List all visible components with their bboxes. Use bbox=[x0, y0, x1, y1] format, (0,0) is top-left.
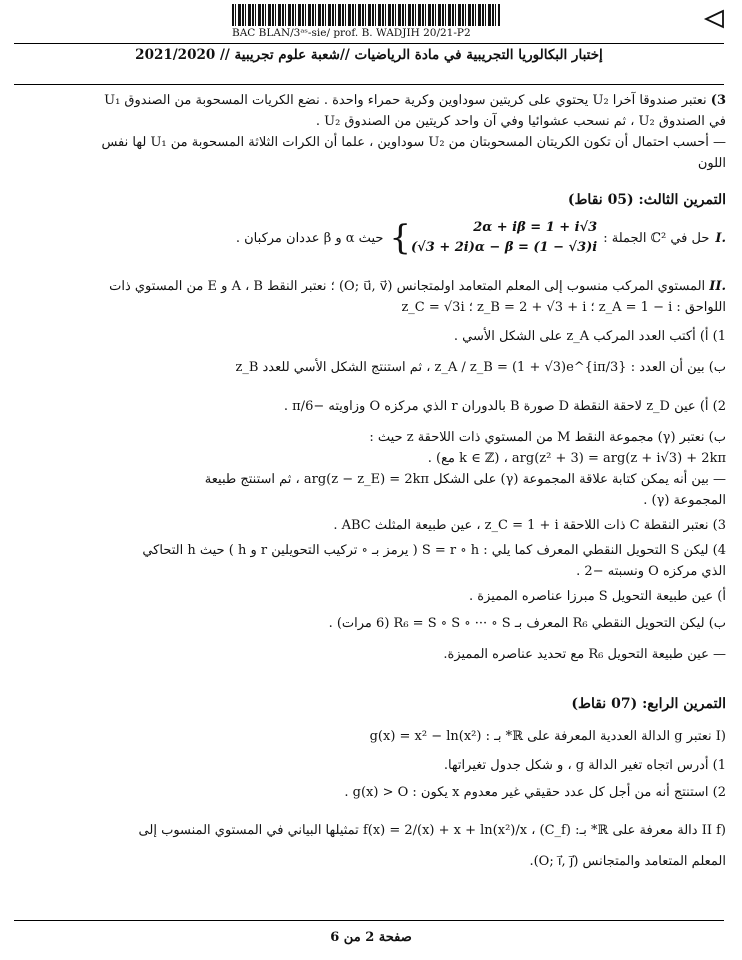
page-number: صفحة 2 من 6 bbox=[330, 930, 412, 945]
question-3-line-1: نعتبر صندوقا آخرا U₂ يحتوي على كريتين سوداوين وكرية حمراء واحدة . نضع الكريات المسحوبة من الصندوق U₁ bbox=[104, 93, 707, 108]
question-3-line-4: اللون bbox=[697, 156, 726, 171]
system-brace: { bbox=[389, 218, 412, 258]
footer-rule bbox=[14, 920, 724, 921]
question-number: 3) bbox=[710, 93, 726, 108]
equation-system bbox=[389, 218, 597, 258]
ex4-question-1: 1) أدرس اتجاه تغير الدالة g ، و شكل جدول تغيراتها. bbox=[443, 758, 726, 773]
ex4-part-II-definition: (II f دالة معرفة على ℝ* بـ: f(x) = 2/(x) + x + ln(x²)/x ، (C_f) تمثيلها البياني في المستوي المنسوب إلى bbox=[138, 823, 726, 838]
question-2b-line-4: المجموعة (γ) . bbox=[643, 493, 726, 508]
document-reference: BAC BLAN/3ᵃˢ-sie/ prof. B. WADJIH 20/21-P2 bbox=[232, 27, 471, 39]
question-2b-line-1: ب) نعتبر (γ) مجموعة النقط M من المستوي ذات اللاحقة z حيث : bbox=[369, 430, 726, 445]
exercise-3-questions bbox=[14, 326, 726, 665]
part-II-label: II. bbox=[709, 279, 726, 294]
question-1b: ب) بين أن العدد : z_A / z_B = (1 + √3)e^{iπ/3} ، ثم استنتج الشكل الأسي للعدد z_B bbox=[235, 360, 726, 375]
question-4-line-1: 4) ليكن S التحويل النقطي المعرف كما يلي : S = r ∘ h ( يرمز بـ ∘ تركيب التحويلين r و h ) حيث h التحاكي bbox=[142, 543, 726, 558]
exercise-4-part-II bbox=[14, 820, 726, 872]
exercise-3-part-I bbox=[14, 218, 726, 258]
exam-title bbox=[14, 47, 724, 63]
question-2b-line-2: arg(z² + 3) = arg(z + i√3) + 2kπ ، (k ∈ ℤ مع) . bbox=[427, 451, 726, 466]
question-1a: 1) أ) أكتب العدد المركب z_A على الشكل الأسي . bbox=[453, 329, 726, 344]
question-4a: أ) عين طبيعة التحويل S مبرزا عناصره المميزة . bbox=[469, 589, 726, 604]
header-rule-bottom bbox=[14, 84, 724, 85]
question-4b: ب) ليكن التحويل النقطي R₆ المعرف بـ R₆ = S ∘ S ∘ ··· ∘ S (6 مرات) . bbox=[328, 616, 726, 631]
part-II-affixes: اللواحق : z_A = 1 − i ؛ z_B = 2 + √3 + i ؛ z_C = √3i bbox=[401, 300, 726, 315]
ex4-part-II-frame: المعلم المتعامد والمتجانس (O; i⃗, j⃗). bbox=[529, 854, 726, 869]
exercise-3-title bbox=[14, 190, 726, 211]
ex4-question-2: 2) استنتج أنه من أجل كل عدد حقيقي غير معدوم x يكون : g(x) > O . bbox=[344, 785, 726, 800]
part-I-label: I. bbox=[715, 230, 726, 246]
part-II-text: المستوي المركب منسوب إلى المعلم المتعامد اولمتجانس (O; u⃗, v⃗) ؛ نعتبر النقط A ، B و E من المستوي ذات bbox=[109, 279, 706, 294]
part-I-tail: حيث α و β عددان مركبان . bbox=[235, 230, 384, 246]
exam-title-text: إختبار البكالوريا التجريبية في مادة الرياضيات //شعبة علوم تجريبية // 2021/2020 bbox=[135, 47, 603, 63]
question-4-line-2: الذي مركزه O ونسبته −2 . bbox=[576, 564, 726, 579]
question-3-line-2: في الصندوق U₂ ، ثم نسحب عشوائيا وفي آن واحد كريتين من الصندوق U₂ . bbox=[315, 114, 726, 129]
exercise-3-title-text: التمرين الثالث: (05 نقاط) bbox=[567, 192, 726, 208]
question-3: 3) نعتبر النقطة C ذات اللاحقة z_C = 1 + i ، عين طبيعة المثلث ABC . bbox=[333, 518, 726, 533]
barcode-image bbox=[232, 4, 500, 26]
exercise-4-title-text: التمرين الرابع: (07 نقاط) bbox=[571, 696, 726, 712]
question-2a: 2) أ) عين z_D لاحقة النقطة D صورة B بالدوران r الذي مركزه O وزاويته −π/6 . bbox=[283, 399, 726, 414]
question-2b-line-3: — بين أنه يمكن كتابة علاقة المجموعة (γ) على الشكل arg(z − z_E) = 2kπ ، ثم استنتج طبيعة bbox=[204, 472, 726, 487]
back-triangle-icon[interactable] bbox=[703, 8, 725, 30]
system-equation-1: 2α + iβ = 1 + i√3 bbox=[473, 220, 598, 235]
exercise-4-title bbox=[14, 694, 726, 715]
question-3-line-3: — أحسب احتمال أن تكون الكريتان المسحوبتان من U₂ سوداوين ، علما أن الكرات الثلاثة المسحوبة من U₁ لها نفس bbox=[101, 135, 726, 150]
question-3-block bbox=[14, 90, 726, 174]
exercise-3-part-II bbox=[14, 276, 726, 318]
header-rule-top bbox=[14, 43, 724, 44]
question-4b-task: — عين طبيعة التحويل R₆ مع تحديد عناصره المميزة. bbox=[443, 647, 726, 662]
part-I-text: حل في ℂ² الجملة : bbox=[603, 230, 710, 246]
ex4-part-I-definition: (I نعتبر g الدالة العددية المعرفة على ℝ* بـ : g(x) = x² − ln(x²) bbox=[369, 729, 726, 744]
exercise-4-part-I bbox=[14, 726, 726, 803]
system-equation-2: (√3 + 2i)α − β = (1 − √3)i bbox=[411, 240, 598, 255]
